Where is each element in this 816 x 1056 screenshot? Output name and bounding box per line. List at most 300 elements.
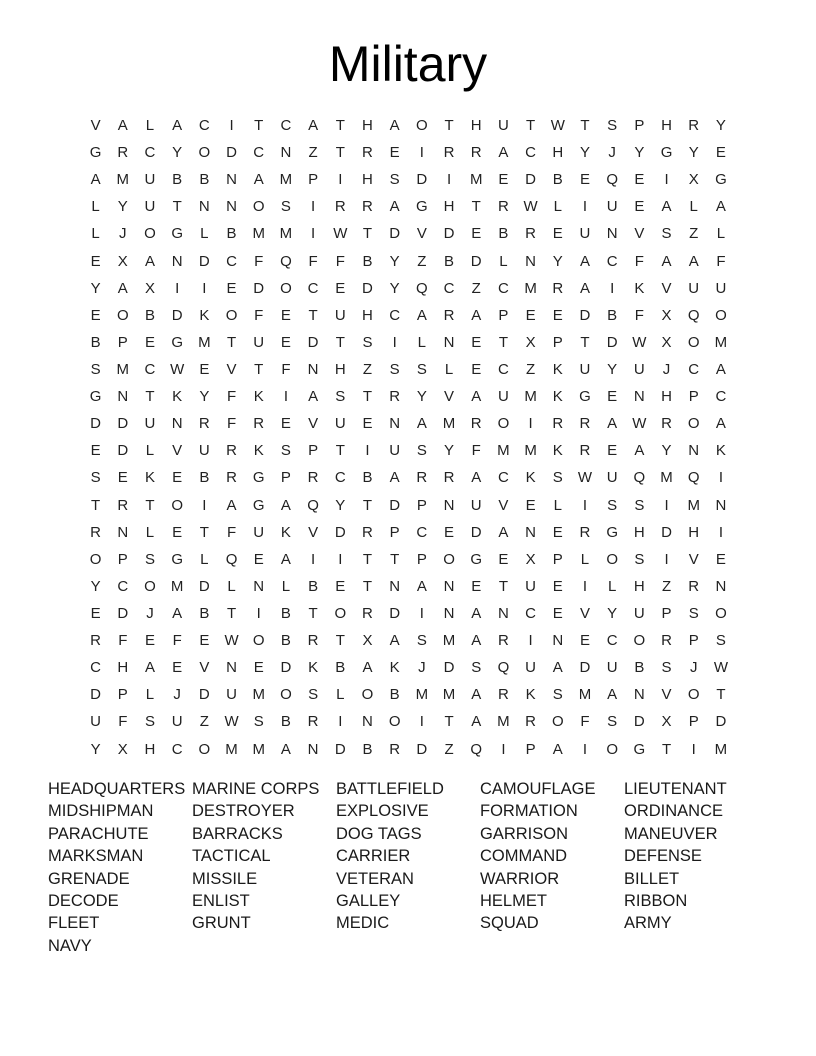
- grid-letter: H: [144, 740, 156, 758]
- grid-letter: Y: [335, 496, 346, 514]
- grid-letter: A: [144, 252, 155, 270]
- grid-letter: I: [419, 713, 424, 731]
- grid-letter: C: [606, 632, 618, 650]
- grid-letter: I: [419, 144, 424, 162]
- grid-letter: Z: [689, 225, 699, 243]
- grid-letter: I: [311, 550, 316, 568]
- grid-letter: M: [497, 713, 510, 731]
- grid-letter: B: [498, 225, 509, 243]
- grid-letter: L: [553, 198, 562, 216]
- grid-letter: O: [144, 577, 156, 595]
- grid-letter: B: [90, 333, 101, 351]
- grid-letter: U: [226, 686, 237, 704]
- grid-letter: D: [334, 523, 346, 541]
- grid-letter: A: [471, 388, 482, 406]
- grid-letter: N: [525, 523, 537, 541]
- grid-letter: C: [226, 252, 237, 270]
- grid-letter: G: [171, 225, 183, 243]
- grid-letter: R: [579, 523, 591, 541]
- grid-letter: T: [335, 442, 345, 460]
- grid-letter: S: [280, 442, 291, 460]
- grid-letter: D: [198, 577, 210, 595]
- grid-letter: M: [524, 388, 537, 406]
- grid-letter: K: [552, 388, 563, 406]
- grid-letter: N: [307, 740, 319, 758]
- grid-letter: J: [173, 686, 181, 704]
- grid-letter: R: [552, 279, 564, 297]
- grid-letter: J: [608, 144, 616, 162]
- grid-letter: O: [89, 550, 102, 568]
- grid-letter: R: [117, 144, 129, 162]
- grid-letter: L: [607, 577, 617, 595]
- grid-letter: P: [552, 550, 563, 568]
- word-list-item: CARRIER: [336, 847, 411, 866]
- grid-letter: U: [253, 523, 265, 541]
- grid-letter: P: [688, 388, 699, 406]
- grid-letter: U: [90, 713, 102, 731]
- grid-letter: T: [498, 333, 508, 351]
- grid-letter: F: [254, 252, 264, 270]
- grid-letter: S: [308, 686, 319, 704]
- grid-letter: W: [333, 225, 348, 243]
- grid-letter: W: [550, 117, 565, 134]
- grid-letter: C: [606, 252, 618, 270]
- grid-letter: R: [362, 144, 373, 162]
- grid-letter: E: [552, 577, 563, 595]
- grid-letter: E: [525, 306, 536, 324]
- grid-letter: A: [389, 117, 400, 134]
- grid-letter: H: [470, 117, 482, 134]
- grid-letter: D: [525, 171, 537, 189]
- grid-letter: E: [199, 632, 210, 650]
- grid-letter: D: [443, 225, 455, 243]
- grid-letter: P: [688, 632, 699, 650]
- grid-letter: A: [280, 496, 291, 514]
- grid-letter: A: [661, 252, 672, 270]
- grid-letter: S: [416, 442, 427, 460]
- grid-letter: T: [471, 198, 481, 216]
- grid-letter: K: [253, 442, 264, 460]
- grid-letter: H: [443, 198, 455, 216]
- grid-letter: K: [389, 659, 400, 677]
- grid-letter: M: [415, 686, 429, 704]
- grid-letter: E: [389, 144, 400, 162]
- grid-letter: O: [252, 632, 265, 650]
- grid-letter: F: [226, 523, 237, 541]
- grid-letter: S: [144, 550, 155, 568]
- grid-letter: B: [199, 469, 210, 487]
- grid-letter: P: [661, 604, 672, 622]
- grid-letter: N: [171, 252, 183, 270]
- grid-letter: T: [199, 523, 209, 541]
- grid-letter: T: [308, 604, 318, 622]
- grid-letter: Y: [389, 252, 400, 270]
- grid-letter: O: [280, 279, 292, 297]
- grid-letter: E: [280, 415, 291, 433]
- grid-letter: F: [118, 713, 128, 731]
- grid-letter: J: [146, 604, 154, 622]
- grid-letter: W: [170, 360, 185, 378]
- grid-letter: A: [607, 686, 618, 704]
- grid-letter: N: [117, 388, 129, 406]
- grid-letter: N: [606, 225, 618, 243]
- grid-letter: O: [144, 225, 156, 243]
- grid-letter: O: [198, 144, 211, 162]
- grid-letter: G: [579, 388, 591, 406]
- grid-letter: E: [335, 279, 346, 297]
- grid-letter: T: [716, 686, 726, 704]
- grid-letter: W: [224, 632, 239, 650]
- grid-letter: N: [633, 686, 645, 704]
- grid-letter: S: [634, 550, 645, 568]
- grid-letter: M: [442, 686, 456, 704]
- grid-letter: O: [715, 306, 727, 324]
- grid-letter: A: [552, 659, 563, 677]
- grid-letter: S: [144, 713, 155, 731]
- grid-letter: G: [470, 550, 483, 568]
- grid-letter: N: [307, 360, 319, 378]
- grid-letter: R: [470, 144, 482, 162]
- letter-grid: [82, 112, 735, 763]
- grid-letter: V: [444, 388, 455, 406]
- grid-letter: B: [199, 604, 210, 622]
- grid-letter: P: [688, 713, 699, 731]
- grid-letter: O: [198, 740, 211, 758]
- grid-letter: T: [661, 740, 672, 758]
- grid-letter: C: [497, 279, 509, 297]
- grid-letter: C: [497, 360, 509, 378]
- grid-letter: S: [389, 360, 400, 378]
- grid-letter: G: [633, 740, 646, 758]
- grid-letter: U: [633, 360, 645, 378]
- grid-letter: S: [362, 333, 373, 351]
- grid-letter: S: [688, 604, 699, 622]
- grid-letter: M: [714, 740, 728, 758]
- grid-letter: X: [117, 252, 128, 270]
- grid-letter: O: [252, 198, 265, 216]
- grid-letter: M: [524, 279, 537, 297]
- word-list-item: GALLEY: [336, 891, 401, 910]
- grid-letter: S: [280, 198, 291, 216]
- grid-letter: D: [117, 604, 129, 622]
- grid-letter: K: [308, 659, 319, 677]
- grid-letter: D: [715, 713, 727, 731]
- grid-letter: L: [281, 577, 291, 595]
- word-list-item: MANEUVER: [624, 824, 718, 843]
- grid-letter: V: [172, 442, 183, 460]
- grid-letter: F: [634, 306, 644, 324]
- grid-letter: M: [116, 171, 130, 189]
- grid-letter: L: [553, 496, 562, 514]
- grid-letter: B: [199, 171, 210, 189]
- grid-letter: S: [607, 496, 618, 514]
- grid-letter: I: [718, 469, 723, 487]
- grid-letter: V: [90, 117, 101, 134]
- grid-letter: U: [525, 577, 537, 595]
- grid-letter: O: [171, 496, 183, 514]
- grid-letter: M: [497, 442, 510, 460]
- grid-letter: C: [253, 144, 265, 162]
- grid-letter: O: [687, 333, 700, 351]
- grid-letter: E: [226, 279, 237, 297]
- grid-letter: L: [444, 360, 454, 378]
- grid-letter: Q: [687, 306, 700, 324]
- grid-letter: N: [525, 252, 537, 270]
- grid-letter: T: [362, 225, 373, 243]
- grid-letter: E: [471, 360, 482, 378]
- grid-letter: D: [389, 225, 401, 243]
- grid-letter: E: [634, 171, 645, 189]
- grid-letter: T: [498, 577, 508, 595]
- grid-letter: Q: [280, 252, 292, 270]
- grid-letter: S: [607, 713, 618, 731]
- grid-letter: D: [470, 252, 482, 270]
- word-list-item: WARRIOR: [480, 869, 560, 888]
- grid-letter: H: [362, 171, 373, 189]
- grid-letter: H: [362, 306, 373, 324]
- grid-letter: Z: [444, 740, 454, 758]
- grid-letter: N: [226, 198, 237, 216]
- grid-letter: A: [715, 360, 726, 378]
- grid-letter: E: [90, 306, 101, 324]
- grid-letter: L: [580, 550, 590, 568]
- grid-letter: A: [226, 496, 237, 514]
- grid-letter: T: [145, 496, 155, 514]
- grid-letter: N: [715, 577, 727, 595]
- grid-letter: I: [691, 740, 696, 758]
- grid-letter: I: [392, 333, 397, 351]
- grid-letter: R: [470, 415, 482, 433]
- grid-letter: I: [610, 279, 615, 297]
- grid-letter: I: [311, 198, 316, 216]
- grid-letter: Y: [715, 117, 726, 134]
- grid-letter: G: [715, 171, 727, 189]
- grid-letter: D: [389, 604, 401, 622]
- grid-letter: D: [198, 686, 210, 704]
- word-list-item: CAMOUFLAGE: [480, 780, 596, 798]
- grid-letter: G: [171, 333, 183, 351]
- grid-letter: T: [444, 117, 454, 134]
- grid-letter: N: [280, 144, 292, 162]
- grid-letter: T: [335, 333, 345, 351]
- grid-letter: S: [607, 117, 618, 134]
- grid-letter: O: [280, 686, 292, 704]
- word-list-item: MARINE CORPS: [192, 780, 320, 798]
- grid-letter: A: [389, 469, 400, 487]
- grid-letter: G: [416, 198, 428, 216]
- grid-letter: I: [582, 496, 588, 514]
- grid-letter: E: [253, 659, 264, 677]
- grid-letter: I: [664, 171, 669, 189]
- grid-letter: K: [552, 442, 563, 460]
- grid-letter: G: [171, 550, 183, 568]
- grid-letter: C: [334, 469, 346, 487]
- grid-letter: O: [687, 415, 700, 433]
- word-list-item: DECODE: [48, 891, 119, 910]
- grid-letter: I: [175, 279, 180, 297]
- grid-letter: T: [444, 713, 454, 731]
- grid-letter: Y: [607, 604, 618, 622]
- grid-letter: Y: [90, 740, 101, 758]
- grid-letter: U: [144, 415, 156, 433]
- grid-letter: A: [172, 604, 183, 622]
- grid-letter: W: [577, 469, 593, 487]
- grid-letter: V: [199, 659, 210, 677]
- grid-letter: I: [202, 496, 207, 514]
- grid-letter: N: [171, 415, 183, 433]
- grid-letter: B: [552, 171, 563, 189]
- grid-letter: C: [171, 740, 183, 758]
- grid-letter: N: [389, 577, 401, 595]
- grid-letter: Z: [526, 360, 536, 378]
- grid-letter: D: [579, 659, 591, 677]
- word-list-item: ENLIST: [192, 891, 250, 910]
- grid-letter: X: [661, 333, 672, 351]
- grid-letter: V: [416, 225, 427, 243]
- grid-letter: K: [715, 442, 726, 460]
- grid-letter: Q: [687, 469, 700, 487]
- grid-letter: R: [443, 469, 455, 487]
- grid-letter: A: [280, 740, 291, 758]
- grid-letter: C: [389, 306, 401, 324]
- grid-letter: A: [471, 469, 482, 487]
- grid-letter: A: [308, 117, 319, 134]
- grid-letter: O: [687, 686, 700, 704]
- grid-letter: M: [469, 171, 483, 189]
- grid-letter: A: [715, 198, 726, 216]
- grid-letter: T: [362, 496, 373, 514]
- grid-letter: E: [552, 306, 563, 324]
- grid-letter: F: [471, 442, 481, 460]
- grid-letter: I: [365, 442, 370, 460]
- word-list-item: COMMAND: [480, 847, 568, 866]
- grid-letter: S: [552, 686, 563, 704]
- grid-letter: A: [634, 442, 645, 460]
- grid-letter: L: [145, 442, 155, 460]
- grid-letter: Q: [225, 550, 238, 568]
- grid-letter: F: [226, 388, 237, 406]
- grid-letter: E: [280, 306, 291, 324]
- grid-letter: E: [90, 442, 101, 460]
- grid-letter: D: [470, 523, 482, 541]
- grid-letter: E: [471, 225, 482, 243]
- grid-letter: K: [199, 306, 210, 324]
- grid-letter: S: [661, 225, 672, 243]
- grid-letter: C: [144, 144, 156, 162]
- grid-letter: D: [280, 659, 292, 677]
- grid-letter: R: [579, 442, 591, 460]
- grid-letter: Y: [634, 144, 645, 162]
- grid-letter: N: [117, 523, 129, 541]
- grid-letter: R: [389, 388, 401, 406]
- grid-letter: D: [334, 740, 346, 758]
- grid-letter: L: [499, 252, 508, 270]
- grid-letter: Y: [607, 360, 618, 378]
- grid-letter: W: [224, 713, 239, 731]
- grid-letter: I: [582, 740, 588, 758]
- grid-letter: M: [714, 333, 728, 351]
- grid-letter: X: [688, 171, 699, 189]
- grid-letter: L: [227, 577, 236, 595]
- grid-letter: G: [606, 523, 618, 541]
- grid-letter: Q: [416, 279, 428, 297]
- grid-letter: E: [144, 632, 155, 650]
- grid-letter: K: [525, 686, 536, 704]
- grid-letter: F: [580, 713, 590, 731]
- grid-letter: R: [334, 198, 346, 216]
- grid-letter: I: [419, 604, 424, 622]
- grid-letter: K: [253, 388, 264, 406]
- grid-letter: F: [716, 252, 726, 270]
- grid-letter: A: [498, 523, 509, 541]
- grid-letter: U: [171, 713, 183, 731]
- grid-letter: P: [280, 469, 291, 487]
- grid-letter: Y: [90, 577, 101, 595]
- grid-letter: R: [579, 415, 591, 433]
- grid-letter: H: [661, 117, 672, 134]
- grid-letter: P: [552, 333, 563, 351]
- grid-letter: P: [308, 171, 319, 189]
- grid-letter: R: [226, 469, 237, 487]
- grid-letter: L: [145, 523, 155, 541]
- grid-letter: E: [172, 659, 183, 677]
- grid-letter: R: [443, 144, 455, 162]
- grid-letter: F: [281, 360, 291, 378]
- grid-letter: M: [660, 469, 673, 487]
- grid-letter: R: [362, 604, 373, 622]
- grid-letter: W: [713, 659, 728, 677]
- grid-letter: N: [443, 604, 455, 622]
- grid-letter: F: [254, 306, 264, 324]
- grid-letter: I: [664, 550, 669, 568]
- grid-letter: T: [254, 117, 264, 134]
- word-list-item: NAVY: [48, 936, 92, 955]
- grid-letter: A: [607, 415, 618, 433]
- grid-letter: V: [661, 279, 672, 297]
- word-list-item: GRUNT: [192, 914, 251, 933]
- grid-letter: I: [582, 198, 588, 216]
- grid-letter: B: [634, 659, 645, 677]
- word-list-item: GARRISON: [480, 824, 569, 843]
- grid-letter: Y: [579, 144, 590, 162]
- word-list-item: SQUAD: [480, 914, 539, 933]
- grid-letter: U: [606, 198, 618, 216]
- grid-letter: U: [334, 306, 346, 324]
- grid-letter: R: [307, 713, 319, 731]
- grid-letter: P: [525, 740, 536, 758]
- grid-letter: A: [416, 306, 427, 324]
- grid-letter: A: [661, 198, 672, 216]
- grid-letter: A: [498, 144, 509, 162]
- grid-letter: E: [498, 550, 509, 568]
- grid-letter: M: [279, 171, 293, 189]
- grid-letter: M: [225, 740, 238, 758]
- grid-letter: E: [444, 523, 455, 541]
- word-list-item: MEDIC: [336, 914, 390, 933]
- grid-letter: Y: [389, 279, 400, 297]
- grid-letter: K: [280, 523, 291, 541]
- word-list-item: DOG TAGS: [336, 824, 422, 843]
- grid-letter: E: [715, 550, 726, 568]
- grid-letter: P: [389, 523, 400, 541]
- grid-letter: T: [145, 388, 155, 406]
- grid-letter: E: [607, 388, 618, 406]
- grid-letter: B: [280, 713, 291, 731]
- grid-letter: O: [606, 550, 618, 568]
- grid-letter: C: [280, 117, 292, 134]
- grid-letter: O: [361, 686, 374, 704]
- grid-letter: C: [715, 388, 727, 406]
